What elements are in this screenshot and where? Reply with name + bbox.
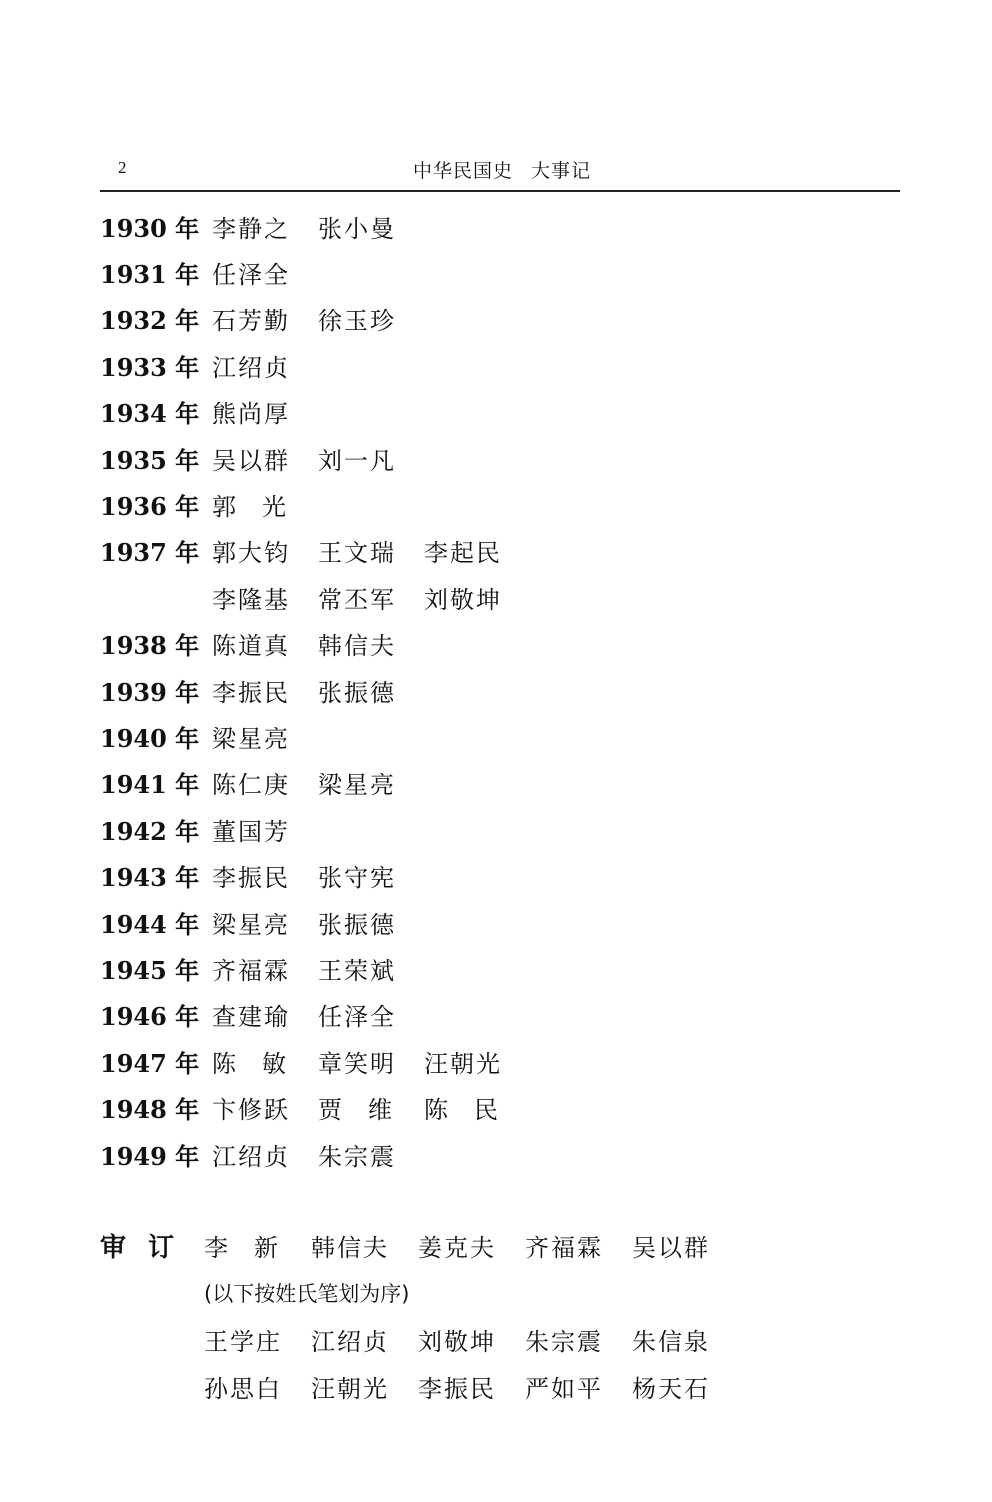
name-group (212, 858, 424, 893)
name-group (212, 626, 424, 661)
review-names (204, 1228, 739, 1263)
year-label: 1932 年 (100, 306, 200, 336)
person-name: 贾维 (318, 1096, 418, 1125)
person-name: 郭大钧 (212, 539, 290, 568)
person-name: 梁星亮 (212, 724, 290, 753)
year-row (100, 667, 900, 713)
person-name: 汪朝光 (311, 1375, 389, 1403)
review-section (100, 1222, 900, 1410)
person-name: 徐玉珍 (318, 307, 396, 336)
name-group (212, 1044, 530, 1079)
person-name: 刘一凡 (318, 446, 396, 475)
person-name: 李振民 (212, 678, 290, 707)
person-name: 陈敏 (212, 1049, 312, 1078)
person-name: 石芳勤 (212, 307, 290, 336)
review-names (204, 1322, 739, 1357)
person-name: 张振德 (318, 678, 396, 707)
year-label: 1931 年 (100, 260, 200, 290)
name-group (212, 533, 530, 568)
year-label: 1941 年 (100, 770, 200, 800)
year-row (100, 435, 900, 481)
year-row (100, 899, 900, 945)
review-note: (以下按姓氏笔划为序) (204, 1281, 410, 1306)
name-group (212, 812, 318, 847)
year-label: 1947 年 (100, 1048, 200, 1078)
person-name: 汪朝光 (424, 1049, 502, 1078)
person-name: 卞修跃 (212, 1096, 290, 1125)
year-row (100, 945, 900, 991)
book-title: 中华民国史 (413, 160, 514, 182)
year-label: 1934 年 (100, 399, 200, 429)
review-row (100, 1222, 900, 1269)
person-name: 李振民 (418, 1375, 496, 1403)
person-name: 吴以群 (632, 1234, 710, 1262)
name-group (212, 209, 424, 244)
year-row (100, 203, 900, 249)
person-name: 熊尚厚 (212, 400, 290, 429)
year-label: 1945 年 (100, 955, 200, 985)
name-group (212, 487, 318, 522)
year-label: 1943 年 (100, 863, 200, 893)
page-number: 2 (118, 158, 127, 177)
year-label: 1948 年 (100, 1095, 200, 1125)
year-row (100, 852, 900, 898)
person-name: 王文瑞 (318, 539, 396, 568)
person-name: 李新 (204, 1234, 304, 1262)
review-row (100, 1363, 900, 1410)
name-group (212, 997, 424, 1032)
person-name: 常丕军 (318, 585, 396, 614)
name-group (212, 441, 424, 476)
year-row (100, 760, 900, 806)
year-label: 1938 年 (100, 631, 200, 661)
name-group (212, 951, 424, 986)
year-label: 1935 年 (100, 445, 200, 475)
name-group (212, 1137, 424, 1172)
year-row (100, 1038, 900, 1084)
person-name: 任泽全 (318, 1003, 396, 1032)
year-row (100, 806, 900, 852)
year-label: 1930 年 (100, 213, 200, 243)
person-name: 陈民 (424, 1096, 524, 1125)
person-name: 董国芳 (212, 817, 290, 846)
year-label: 1944 年 (100, 909, 200, 939)
year-label: 1939 年 (100, 677, 200, 707)
person-name: 张振德 (318, 910, 396, 939)
person-name: 韩信夫 (318, 632, 396, 661)
name-group (212, 348, 318, 383)
year-label: 1937 年 (100, 538, 200, 568)
person-name: 江绍贞 (212, 1142, 290, 1171)
person-name: 姜克夫 (418, 1234, 496, 1262)
year-label: 1940 年 (100, 723, 200, 753)
year-row (100, 528, 900, 574)
name-group (212, 301, 424, 336)
name-group (212, 255, 318, 290)
year-row (100, 296, 900, 342)
review-row (100, 1316, 900, 1363)
person-name: 张守宪 (318, 864, 396, 893)
year-label: 1942 年 (100, 816, 200, 846)
person-name: 朱信泉 (632, 1328, 710, 1356)
name-group (212, 719, 318, 754)
year-row (100, 992, 900, 1038)
year-label: 1949 年 (100, 1141, 200, 1171)
name-group (212, 905, 424, 940)
year-row (100, 1084, 900, 1130)
person-name: 朱宗震 (318, 1142, 396, 1171)
year-label: 1946 年 (100, 1002, 200, 1032)
review-names (204, 1369, 739, 1404)
person-name: 齐福霖 (525, 1234, 603, 1262)
person-name: 韩信夫 (311, 1234, 389, 1262)
person-name: 陈道真 (212, 632, 290, 661)
running-header (100, 150, 900, 192)
name-group (212, 580, 530, 615)
name-group (212, 394, 318, 429)
year-row (100, 621, 900, 667)
contributor-year-list (100, 203, 900, 1177)
person-name: 王学庄 (204, 1328, 282, 1356)
person-name: 李起民 (424, 539, 502, 568)
year-row (100, 342, 900, 388)
person-name: 朱宗震 (525, 1328, 603, 1356)
person-name: 梁星亮 (318, 771, 396, 800)
review-lines (100, 1316, 900, 1410)
person-name: 齐福霖 (212, 956, 290, 985)
person-name: 刘敬坤 (424, 585, 502, 614)
person-name: 江绍贞 (311, 1328, 389, 1356)
person-name: 杨天石 (632, 1375, 710, 1403)
person-name: 李隆基 (212, 585, 290, 614)
person-name: 李静之 (212, 214, 290, 243)
year-row (100, 249, 900, 295)
year-row (100, 574, 900, 620)
person-name: 孙思白 (204, 1375, 282, 1403)
year-row (100, 389, 900, 435)
person-name: 江绍贞 (212, 353, 290, 382)
person-name: 李振民 (212, 864, 290, 893)
review-label: 审订 (100, 1233, 197, 1263)
section-title: 大事记 (531, 160, 592, 182)
year-row (100, 481, 900, 527)
year-row (100, 713, 900, 759)
person-name: 刘敬坤 (418, 1328, 496, 1356)
person-name: 查建瑜 (212, 1003, 290, 1032)
review-note-row (100, 1269, 900, 1316)
person-name: 梁星亮 (212, 910, 290, 939)
name-group (212, 765, 424, 800)
name-group (212, 673, 424, 708)
person-name: 吴以群 (212, 446, 290, 475)
year-label: 1936 年 (100, 492, 200, 522)
year-label: 1933 年 (100, 352, 200, 382)
name-group (212, 1090, 530, 1125)
person-name: 章笑明 (318, 1049, 396, 1078)
person-name: 任泽全 (212, 261, 290, 290)
running-title (413, 156, 609, 183)
year-row (100, 1131, 900, 1177)
person-name: 张小曼 (318, 214, 396, 243)
person-name: 王荣斌 (318, 956, 396, 985)
person-name: 严如平 (525, 1375, 603, 1403)
person-name: 陈仁庚 (212, 771, 290, 800)
person-name: 郭光 (212, 493, 312, 522)
